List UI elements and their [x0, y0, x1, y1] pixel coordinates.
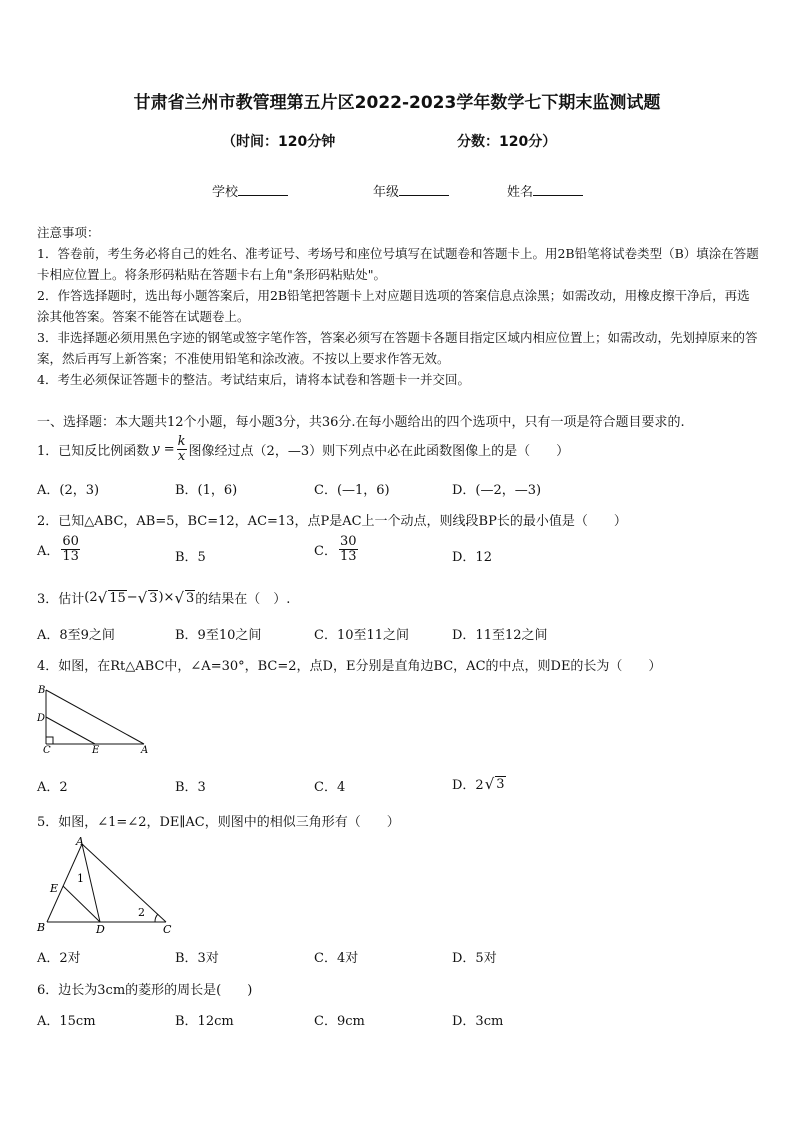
q6-option-d[interactable]: D．3cm [452, 1014, 504, 1029]
school-blank[interactable] [238, 183, 288, 196]
q2-c-num: 30 [339, 534, 357, 549]
q5-figure [34, 834, 179, 938]
q4-label-a: A [141, 745, 149, 754]
grade-field [373, 181, 449, 200]
q2-a-num: 60 [62, 534, 79, 549]
q2-option-b[interactable]: B．5 [175, 550, 206, 565]
q4-label-b: B [38, 685, 46, 696]
q1-k: k [177, 434, 186, 449]
q3-expr-a: (2 [84, 590, 98, 605]
exam-time: （时间：120分钟 [222, 134, 336, 150]
name-label: 姓名 [507, 185, 534, 200]
q3-option-c[interactable]: C．10至11之间 [314, 628, 410, 643]
q5-angle-2-arc [155, 914, 158, 922]
q3-expr-c: )× [158, 590, 175, 605]
q4-side-ab [46, 690, 144, 744]
q5-option-a[interactable]: A．2对 [37, 951, 81, 966]
q4-figure [34, 682, 154, 754]
q1-yeq: y = [152, 441, 175, 457]
q5-option-d[interactable]: D．5对 [452, 951, 497, 966]
question-5: 5．如图，∠1=∠2，DE∥AC，则图中的相似三角形有（ ） [37, 815, 400, 830]
question-4: 4．如图，在Rt△ABC中，∠A=30°，BC=2，点D，E分别是直角边BC，AC的中点，则DE的长为（ ） [37, 659, 662, 674]
q1-suffix: 图像经过点（2，—3）则下列点中必在此函数图像上的是（ ） [188, 443, 570, 459]
q4-label-e: E [92, 745, 100, 754]
q4-option-d[interactable]: D．2 √ 3 [452, 774, 505, 793]
note-item-4: 4．考生必须保证答题卡的整洁。考试结束后，请将本试卷和答题卡一并交回。 [37, 372, 470, 387]
q5-option-c[interactable]: C．4对 [314, 951, 359, 966]
q1-option-b[interactable]: B．(1，6) [175, 483, 238, 498]
q3-prefix: 3．估计 [37, 592, 85, 607]
q4-option-c[interactable]: C．4 [314, 780, 346, 795]
q4-option-b[interactable]: B．3 [175, 780, 206, 795]
q5-option-b[interactable]: B．3对 [175, 951, 219, 966]
question-2: 2．已知△ABC，AB=5，BC=12，AC=13，点P是AC上一个动点，则线段BP长的最小值是（ ） [37, 514, 627, 529]
q6-option-c[interactable]: C．9cm [314, 1014, 365, 1029]
q3-expr-b: − [126, 590, 138, 605]
q3-option-d[interactable]: D．11至12之间 [452, 628, 548, 643]
q4-option-a[interactable]: A．2 [37, 780, 68, 795]
q5-label-e: E [50, 882, 59, 895]
school-field [212, 181, 288, 200]
q2-c-label: C． [314, 543, 337, 559]
q6-option-a[interactable]: A．15cm [37, 1014, 96, 1029]
q1-option-a[interactable]: A．(2，3) [37, 483, 100, 498]
q2-a-label: A． [37, 543, 60, 559]
q3-option-a[interactable]: A．8至9之间 [37, 628, 115, 643]
exam-title: 甘肃省兰州市教管理第五片区2022-2023学年数学七下期末监测试题 [133, 93, 661, 113]
q5-segment-ad [82, 844, 100, 922]
q5-label-a: A [76, 835, 84, 848]
q3-suffix: 的结果在（ ）. [195, 592, 291, 607]
q3-rad1: 15 [109, 590, 126, 606]
q1-x: x [177, 448, 186, 464]
q6-option-b[interactable]: B．12cm [175, 1014, 234, 1029]
notes-heading: 注意事项： [37, 225, 100, 240]
question-6: 6．边长为3cm的菱形的周长是( ) [37, 983, 253, 998]
q3-option-b[interactable]: B．9至10之间 [175, 628, 262, 643]
note-item-1: 1．答卷前，考生务必将自己的姓名、准考证号、考场号和座位号填写在试题卷和答题卡上。用2B铅笔将试卷类型（B）填涂在答题卡相应位置上。将条形码粘贴在答题卡右上角"条形码粘贴处"。 [37, 246, 759, 282]
q2-option-c[interactable] [314, 535, 360, 563]
q5-side-ac [82, 844, 166, 922]
exam-score: 分数：120分） [457, 134, 557, 150]
q5-segment-de [63, 886, 100, 922]
grade-blank[interactable] [399, 183, 449, 196]
q3-rad3: 3 [186, 590, 195, 606]
name-blank[interactable] [533, 183, 583, 196]
q2-option-a[interactable] [37, 535, 82, 563]
q1-option-c[interactable]: C．(—1，6) [314, 483, 390, 498]
q4-d-rad: 3 [496, 776, 505, 792]
q5-angle-2: 2 [138, 906, 145, 919]
note-item-3: 3．非选择题必须用黑色字迹的钢笔或签字笔作答，答案必须写在答题卡各题目指定区域内相应位置上；如需改动，先划掉原来的答案，然后再写上新答案；不准使用铅笔和涂改液。不按以上要求作答无效。 [37, 330, 758, 366]
q3-rad2: 3 [149, 590, 158, 606]
q4-d-label: D．2 [452, 778, 484, 793]
q4-label-d: D [37, 713, 46, 724]
q1-prefix: 1．已知反比例函数 [37, 443, 150, 459]
q5-label-d: D [96, 923, 105, 936]
q4-label-c: C [43, 745, 51, 754]
q5-label-c: C [163, 923, 172, 936]
school-label: 学校 [212, 185, 239, 200]
q2-option-d[interactable]: D．12 [452, 550, 492, 565]
q5-angle-1: 1 [77, 872, 84, 885]
q1-option-d[interactable]: D．(—2，—3) [452, 483, 542, 498]
q2-c-den: 13 [339, 548, 357, 564]
note-item-2: 2．作答选择题时，选出每小题答案后，用2B铅笔把答题卡上对应题目选项的答案信息点涂黑；如需改动，用橡皮擦干净后，再选涂其他答案。答案不能答在试题卷上。 [37, 288, 750, 324]
grade-label: 年级 [373, 185, 400, 200]
section-heading: 一、选择题：本大题共12个小题，每小题3分，共36分.在每小题给出的四个选项中，只有一项是符合题目要求的. [37, 415, 685, 430]
q2-a-den: 13 [62, 548, 79, 564]
q4-right-angle-mark [46, 737, 53, 744]
name-field [507, 181, 583, 200]
q5-label-b: B [37, 921, 46, 934]
question-1 [37, 435, 569, 463]
question-3: 3．估计 (2 √ 15 − √ 3 )× √ 3 的结果在（ ）. [37, 588, 291, 607]
